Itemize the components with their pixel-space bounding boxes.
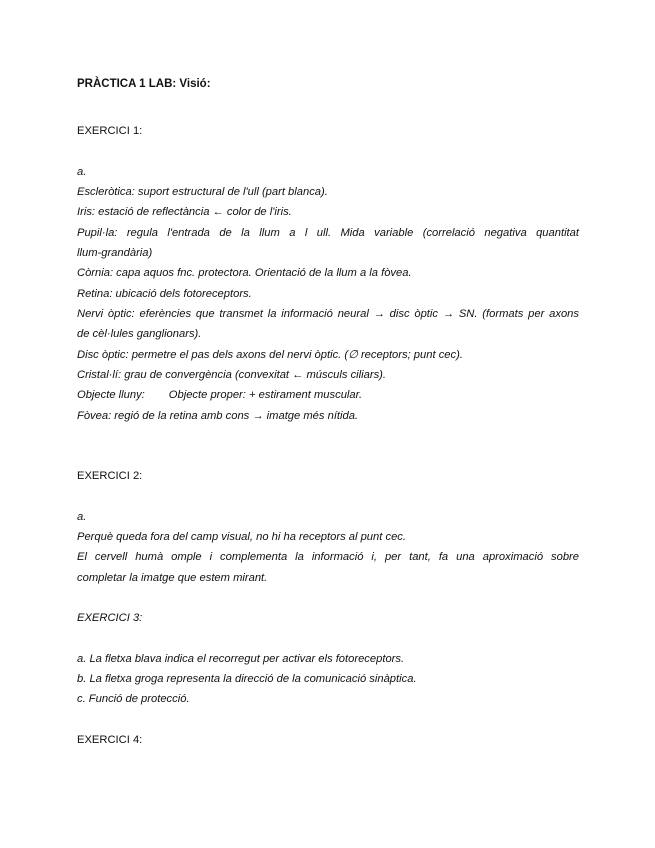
exercise-3-item-c: c. Funció de protecció. bbox=[77, 693, 190, 705]
definition-optic-nerve: Nervi òptic: eferències que transmet la informació neural → disc òptic → SN. (formats per axons bbox=[77, 308, 579, 320]
exercise-4-heading: EXERCICI 4: bbox=[77, 734, 143, 746]
exercise-3-heading: EXERCICI 3: bbox=[77, 612, 143, 624]
exercise-1-label: a. bbox=[77, 166, 87, 178]
definition-cornea: Còrnia: capa aquos fnc. protectora. Orientació de la llum a la fòvea. bbox=[77, 267, 412, 279]
exercise-2-answer-line: completar la imatge que estem mirant. bbox=[77, 572, 268, 584]
definition-pupil: Pupil·la: regula l'entrada de la llum a l ull. Mida variable (correlació negativa quantitat bbox=[77, 227, 579, 239]
exercise-3-item-b: b. La fletxa groga representa la direcció de la comunicació sinàptica. bbox=[77, 673, 417, 685]
definition-lens: Cristal·lí: grau de convergència (convexitat ← músculs ciliars). bbox=[77, 369, 387, 381]
definition-optic-nerve-cont: de cèl·lules ganglionars). bbox=[77, 328, 202, 340]
definition-object-distance bbox=[77, 388, 362, 402]
definition-optic-disc: Disc òptic: permetre el pas dels axons del nervi òptic. (∅ receptors; punt cec). bbox=[77, 349, 463, 361]
definition-iris: Iris: estació de reflectància ← color de l'iris. bbox=[77, 206, 292, 218]
exercise-2-answer-line: El cervell humà omple i complementa la informació i, per tant, fa una aproximació sobre bbox=[77, 551, 579, 563]
definition-sclera: Escleròtica: suport estructural de l'ull (part blanca). bbox=[77, 186, 328, 198]
exercise-2-answer-line: Perquè queda fora del camp visual, no hi ha receptors al punt cec. bbox=[77, 531, 406, 543]
exercise-3-item-a: a. La fletxa blava indica el recorregut per activar els fotoreceptors. bbox=[77, 653, 405, 665]
document-title: PRÀCTICA 1 LAB: Visió: bbox=[77, 78, 211, 90]
definition-fovea: Fòvea: regió de la retina amb cons → imatge més nítida. bbox=[77, 410, 359, 422]
near-object-label: Objecte proper: + estirament muscular. bbox=[168, 389, 363, 401]
definition-retina: Retina: ubicació dels fotoreceptors. bbox=[77, 288, 252, 300]
exercise-2-heading: EXERCICI 2: bbox=[77, 470, 143, 482]
far-object-label: Objecte lluny: bbox=[77, 389, 145, 401]
exercise-2-label: a. bbox=[77, 511, 87, 523]
definition-pupil-cont: llum-grandària) bbox=[77, 247, 153, 259]
exercise-1-heading: EXERCICI 1: bbox=[77, 125, 143, 137]
